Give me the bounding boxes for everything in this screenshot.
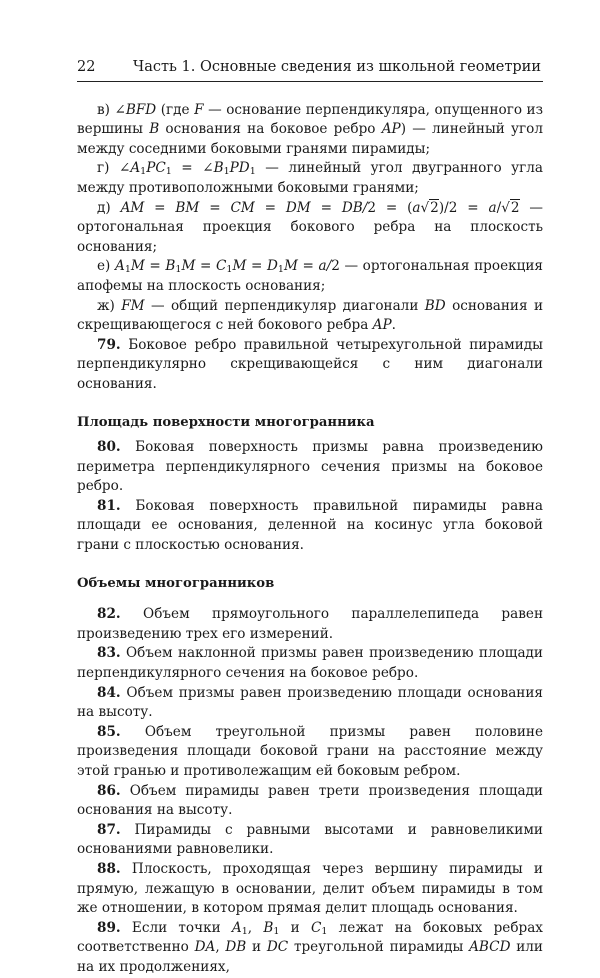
paragraph-85: 85. Объем треугольной призмы равен половине произведения площади боковой грани на расстояние между этой гранью и противолежащим ей боковым ребром.: [77, 723, 543, 779]
paragraph-82: 82. Объем прямоугольного параллелепипеда равен произведению трех его измерений.: [77, 606, 544, 642]
section-heading-surface-area: Площадь поверхности многогранника: [77, 414, 375, 430]
paragraph-79: 79. Боковое ребро правильной четырехугольной пирамиды перпендикулярно скрещивающейся с ним диагонали основания.: [77, 336, 543, 392]
section-heading-volumes: Объемы многогранников: [77, 575, 275, 591]
paragraph-81: 81. Боковая поверхность правильной пирамиды равна площади ее основания, деленной на косинус угла боковой грани с плоскостью основания.: [77, 497, 544, 554]
formula-d: AM = BM = CM = DM = DB/: [120, 199, 368, 216]
page-body: [77, 101, 543, 978]
paragraph-89: 89. Если точки $A_1$, $B_1$ и $C_1$ лежат на боковых ребрах соответственно DA, DB и DC треугольной пирамиды ABCD или на их продолжениях,: [77, 919, 543, 975]
formula-zh: FM: [121, 297, 145, 314]
paragraph-84: 84. Объем призмы равен произведению площади основания на высоту.: [77, 684, 544, 721]
book-page: [77, 58, 543, 978]
formula-g: $\angle A_1PC_1$ = $\angle B_1PD_1$: [118, 160, 256, 178]
item-e: е) $A_1M = B_1M = C_1M = D_1M = a/2$ — ортогональная проекция апофемы на плоскость основания;: [77, 258, 543, 294]
paragraph-87: 87. Пирамиды с равными высотами и равновеликими основаниями равновелики.: [77, 821, 543, 858]
formula-e: $A_1M = B_1M = C_1M = D_1M = a/$: [114, 258, 332, 276]
paragraph-88: 88. Плоскость, проходящая через вершину пирамиды и прямую, лежащую в основании, делит объем пирамиды в том же отношении, в котором прямая делит площадь основания.: [77, 860, 543, 917]
item-d: д) AM = BM = CM = DM = DB/2 = (a√2)/2 = a/√2 — ортогональная проекция бокового ребра на плоскость основания;: [77, 199, 543, 255]
item-v: в) ∠BFD (где F — основание перпендикуляра, опущенного из вершины B основания на боковое ребро AP) — линейный угол между соседними боковыми гранями пирамиды;: [77, 101, 543, 157]
paragraph-80: 80. Боковая поверхность призмы равна произведению периметра перпендикулярного сечения призмы на боковое ребро.: [77, 439, 543, 495]
paragraph-83: 83. Объем наклонной призмы равен произведению площади перпендикулярного сечения на боковое ребро.: [77, 645, 543, 682]
running-header: [77, 58, 543, 82]
page-number: 22: [77, 59, 96, 75]
item-g: г) $\angle A_1PC_1$ = $\angle B_1PD_1$ — линейный угол двугранного угла между противоположными боковыми гранями;: [77, 160, 543, 196]
item-zh: ж) FM — общий перпендикуляр диагонали BD основания и скрещивающегося с ней бокового ребра AP.: [77, 297, 544, 334]
running-title: Часть 1. Основные сведения из школьной геометрии: [133, 59, 541, 75]
angle-bfd: ∠BFD: [114, 101, 157, 118]
paragraph-86: 86. Объем пирамиды равен трети произведения площади основания на высоту.: [77, 782, 543, 819]
